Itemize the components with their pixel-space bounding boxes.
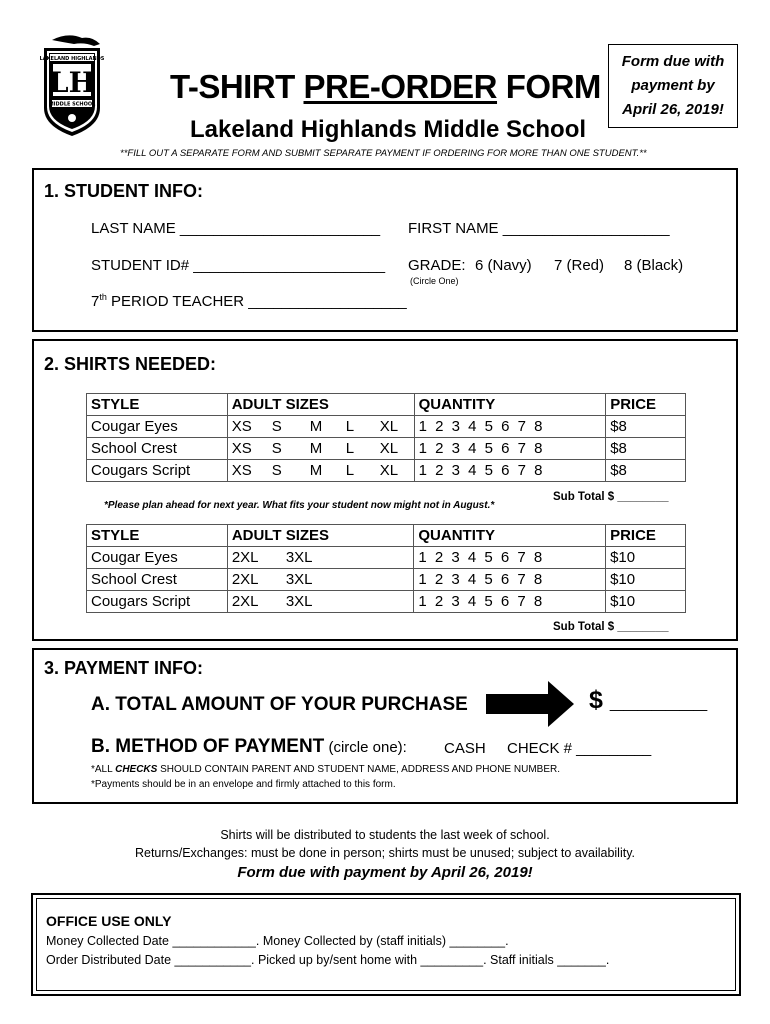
sizes-cell xyxy=(227,438,414,460)
size-option[interactable]: 2XL xyxy=(231,593,259,610)
size-option[interactable]: M xyxy=(309,418,323,435)
quantity-option[interactable]: 2 xyxy=(435,440,444,457)
size-option[interactable]: 2XL xyxy=(231,571,259,588)
plan-ahead-note: *Please plan ahead for next year. What fits your student now might not in August.* xyxy=(104,500,495,511)
quantity-option[interactable]: 6 xyxy=(500,593,510,610)
size-option[interactable]: 2XL xyxy=(231,549,259,566)
payment-heading: 3. PAYMENT INFO: xyxy=(44,658,204,678)
price-cell: $8 xyxy=(606,438,686,460)
subtotal-2[interactable]: Sub Total $ ________ xyxy=(553,621,669,633)
total-amount-label: A. TOTAL AMOUNT OF YOUR PURCHASE xyxy=(91,694,468,715)
table-header-row xyxy=(87,394,686,416)
size-option[interactable]: L xyxy=(345,462,355,479)
size-option[interactable]: XS xyxy=(231,440,252,457)
grade-option-7[interactable]: 7 (Red) xyxy=(554,257,605,274)
quantity-option[interactable]: 5 xyxy=(484,418,493,435)
student-id-field[interactable]: STUDENT ID# _______________________ xyxy=(91,257,386,274)
separate-form-note: **FILL OUT A SEPARATE FORM AND SUBMIT SEPARATE PAYMENT IF ORDERING FOR MORE THAN ONE STUDENT.** xyxy=(120,148,647,159)
style-cell: School Crest xyxy=(87,438,228,460)
col-style: STYLE xyxy=(87,394,228,416)
table-row xyxy=(87,416,686,438)
quantity-option[interactable]: 3 xyxy=(451,462,460,479)
quantity-option[interactable]: 3 xyxy=(451,571,460,588)
price-cell: $8 xyxy=(606,460,686,482)
money-collected-line[interactable]: Money Collected Date ____________. Money Collected by (staff initials) ________. xyxy=(46,934,509,948)
table-row xyxy=(87,547,686,569)
quantity-option[interactable]: 3 xyxy=(451,549,460,566)
sizes-cell xyxy=(227,416,414,438)
svg-text:LAKELAND HIGHLANDS: LAKELAND HIGHLANDS xyxy=(39,56,105,62)
circle-one-hint: (Circle One) xyxy=(410,276,459,286)
shirts-table-standard xyxy=(86,393,686,482)
grade-option-6[interactable]: 6 (Navy) xyxy=(475,257,532,274)
due-reminder: Form due with payment by April 26, 2019! xyxy=(237,864,533,881)
size-option[interactable]: L xyxy=(345,440,355,457)
quantity-option[interactable]: 6 xyxy=(500,571,510,588)
size-option[interactable]: M xyxy=(309,440,323,457)
sizes-cell xyxy=(227,569,414,591)
quantity-option[interactable]: 7 xyxy=(517,418,526,435)
shirts-table-plus xyxy=(86,524,686,613)
distribution-note: Shirts will be distributed to students the last week of school. xyxy=(220,828,550,842)
form-title: T-SHIRT PRE-ORDER FORM xyxy=(170,68,601,105)
quantity-option[interactable]: 1 xyxy=(418,462,427,479)
quantity-option[interactable]: 4 xyxy=(468,440,477,457)
quantity-option[interactable]: 2 xyxy=(434,593,444,610)
quantity-option[interactable]: 7 xyxy=(517,462,526,479)
quantity-option[interactable]: 4 xyxy=(468,418,477,435)
quantity-option[interactable]: 6 xyxy=(500,549,510,566)
quantity-option[interactable]: 2 xyxy=(434,549,444,566)
size-option[interactable]: 3XL xyxy=(285,549,313,566)
quantity-option[interactable]: 8 xyxy=(534,418,543,435)
first-name-field[interactable]: FIRST NAME ____________________ xyxy=(408,220,670,237)
size-option[interactable]: L xyxy=(345,418,355,435)
quantity-option[interactable]: 3 xyxy=(451,418,460,435)
office-use-heading: OFFICE USE ONLY xyxy=(46,913,172,929)
col-style: STYLE xyxy=(87,525,228,547)
sizes-cell xyxy=(227,591,414,613)
price-cell: $10 xyxy=(606,591,686,613)
quantity-option[interactable]: 4 xyxy=(467,593,477,610)
col-price: PRICE xyxy=(606,394,686,416)
quantity-option[interactable]: 8 xyxy=(534,462,543,479)
shirts-heading: 2. SHIRTS NEEDED: xyxy=(44,354,217,374)
quantity-option[interactable]: 7 xyxy=(517,593,526,610)
size-option[interactable]: XL xyxy=(379,440,399,457)
table-header-row xyxy=(87,525,686,547)
sizes-cell xyxy=(227,547,414,569)
returns-note: Returns/Exchanges: must be done in person; shirts must be unused; subject to availability. xyxy=(134,846,636,860)
quantity-option[interactable]: 1 xyxy=(418,571,427,588)
style-cell: School Crest xyxy=(87,569,228,591)
price-cell: $10 xyxy=(606,547,686,569)
style-cell: Cougar Eyes xyxy=(87,547,228,569)
quantity-option[interactable]: 2 xyxy=(434,571,444,588)
quantity-option[interactable]: 8 xyxy=(533,571,543,588)
quantity-cell xyxy=(414,460,606,482)
quantity-option[interactable]: 1 xyxy=(418,593,427,610)
size-option[interactable]: S xyxy=(271,462,282,479)
col-quantity: QUANTITY xyxy=(414,525,606,547)
arrow-right-icon xyxy=(486,681,576,727)
size-option[interactable]: 3XL xyxy=(285,571,313,588)
quantity-option[interactable]: 4 xyxy=(467,549,477,566)
school-logo xyxy=(38,30,106,138)
total-amount-field[interactable]: $ _______ xyxy=(589,686,708,714)
quantity-option[interactable]: 5 xyxy=(484,593,493,610)
col-quantity: QUANTITY xyxy=(414,394,606,416)
quantity-option[interactable]: 5 xyxy=(484,440,493,457)
price-cell: $8 xyxy=(606,416,686,438)
table-row xyxy=(87,460,686,482)
col-price: PRICE xyxy=(606,525,686,547)
checks-note: *ALL CHECKS SHOULD CONTAIN PARENT AND STUDENT NAME, ADDRESS AND PHONE NUMBER. xyxy=(91,764,560,775)
grade-option-8[interactable]: 8 (Black) xyxy=(624,257,684,274)
quantity-cell xyxy=(414,547,606,569)
quantity-option[interactable]: 6 xyxy=(501,462,510,479)
quantity-option[interactable]: 4 xyxy=(467,571,477,588)
size-option[interactable]: M xyxy=(309,462,323,479)
col-sizes: ADULT SIZES xyxy=(227,525,414,547)
size-option[interactable]: 3XL xyxy=(285,593,313,610)
quantity-option[interactable]: 7 xyxy=(517,571,526,588)
payment-option-check[interactable]: CHECK # _________ xyxy=(507,740,652,757)
school-name: Lakeland Highlands Middle School xyxy=(190,116,587,143)
style-cell: Cougars Script xyxy=(87,460,228,482)
quantity-option[interactable]: 3 xyxy=(451,440,460,457)
sizes-cell xyxy=(227,460,414,482)
quantity-option[interactable]: 7 xyxy=(517,440,526,457)
quantity-option[interactable]: 2 xyxy=(435,418,444,435)
quantity-option[interactable]: 1 xyxy=(418,549,427,566)
teacher-field[interactable]: 7th PERIOD TEACHER ___________________ xyxy=(91,292,407,310)
price-cell: $10 xyxy=(606,569,686,591)
size-option[interactable]: S xyxy=(271,440,282,457)
quantity-option[interactable]: 5 xyxy=(484,462,493,479)
quantity-option[interactable]: 8 xyxy=(534,440,543,457)
size-option[interactable]: XL xyxy=(379,462,399,479)
quantity-option[interactable]: 2 xyxy=(435,462,444,479)
due-date-box: Form due with payment by April 26, 2019! xyxy=(608,44,738,128)
quantity-cell xyxy=(414,438,606,460)
quantity-option[interactable]: 5 xyxy=(484,571,493,588)
quantity-cell xyxy=(414,416,606,438)
quantity-option[interactable]: 5 xyxy=(484,549,493,566)
quantity-option[interactable]: 8 xyxy=(533,593,543,610)
grade-label: GRADE: xyxy=(408,257,466,274)
student-info-heading: 1. STUDENT INFO: xyxy=(44,181,204,201)
quantity-option[interactable]: 4 xyxy=(468,462,477,479)
table-row xyxy=(87,438,686,460)
quantity-cell xyxy=(414,591,606,613)
style-cell: Cougar Eyes xyxy=(87,416,228,438)
last-name-field[interactable]: LAST NAME ________________________ xyxy=(91,220,381,237)
size-option[interactable]: XS xyxy=(231,418,252,435)
col-sizes: ADULT SIZES xyxy=(227,394,414,416)
quantity-option[interactable]: 3 xyxy=(451,593,460,610)
payment-method-label: B. METHOD OF PAYMENT (circle one): xyxy=(91,736,407,757)
envelope-note: *Payments should be in an envelope and firmly attached to this form. xyxy=(91,779,396,790)
table-row xyxy=(87,591,686,613)
quantity-option[interactable]: 8 xyxy=(533,549,543,566)
subtotal-1[interactable]: Sub Total $ ________ xyxy=(553,491,669,503)
size-option[interactable]: S xyxy=(271,418,282,435)
style-cell: Cougars Script xyxy=(87,591,228,613)
quantity-option[interactable]: 1 xyxy=(418,418,427,435)
quantity-option[interactable]: 1 xyxy=(418,440,427,457)
svg-text:MIDDLE SCHOOL: MIDDLE SCHOOL xyxy=(48,101,96,108)
size-option[interactable]: XS xyxy=(231,462,252,479)
svg-text:LH: LH xyxy=(48,66,96,99)
size-option[interactable]: XL xyxy=(379,418,399,435)
table-row xyxy=(87,569,686,591)
order-distributed-line[interactable]: Order Distributed Date ___________. Picked up by/sent home with _________. Staff initials _______. xyxy=(46,953,610,967)
quantity-cell xyxy=(414,569,606,591)
quantity-option[interactable]: 7 xyxy=(517,549,526,566)
quantity-option[interactable]: 6 xyxy=(501,418,510,435)
payment-option-cash[interactable]: CASH xyxy=(444,740,486,757)
quantity-option[interactable]: 6 xyxy=(501,440,510,457)
